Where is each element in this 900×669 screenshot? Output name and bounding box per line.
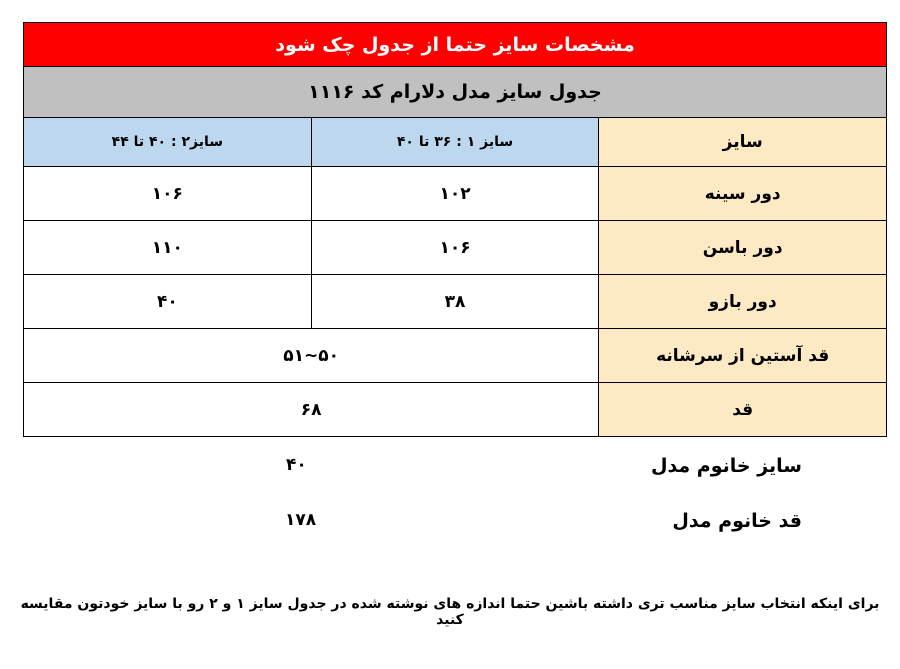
model-height-label: قد خانوم مدل: [672, 510, 802, 532]
row-label: دور بازو: [599, 275, 887, 329]
model-height-value: ۱۷۸: [285, 510, 317, 530]
table-row: [24, 221, 887, 275]
table-subtitle: جدول سایز مدل دلارام کد ۱۱۱۶: [24, 67, 887, 118]
header-size2: سایز۲ : ۴۰ تا ۴۴: [24, 118, 312, 167]
row-size2-value: ۱۰۶: [24, 167, 312, 221]
row-label: دور باسن: [599, 221, 887, 275]
row-label: قد آستین از سرشانه: [599, 329, 887, 383]
table-row: [24, 275, 887, 329]
table-row: [24, 383, 887, 437]
size-table: [23, 22, 887, 437]
row-size1-value: ۳۸: [311, 275, 599, 329]
row-size1-value: ۱۰۲: [311, 167, 599, 221]
row-merged-value: ۶۸: [24, 383, 599, 437]
row-label: قد: [599, 383, 887, 437]
footer-note: برای اینکه انتخاب سایز مناسب تری داشته باشین حتما اندازه های نوشته شده در جدول سایز ۱ و ۲ رو با سایز خودتون مقایسه کنید: [20, 596, 880, 628]
model-size-value: ۴۰: [286, 455, 307, 475]
table-row: [24, 167, 887, 221]
row-label: دور سینه: [599, 167, 887, 221]
header-label: سایز: [599, 118, 887, 167]
table-title: مشخصات سایز حتما از جدول چک شود: [24, 23, 887, 67]
row-size1-value: ۱۰۶: [311, 221, 599, 275]
row-size2-value: ۴۰: [24, 275, 312, 329]
header-size1: سایز ۱ : ۳۶ تا ۴۰: [311, 118, 599, 167]
model-size-label: سایز خانوم مدل: [650, 455, 802, 477]
row-merged-value: ۵۰~۵۱: [24, 329, 599, 383]
row-size2-value: ۱۱۰: [24, 221, 312, 275]
table-row: [24, 329, 887, 383]
